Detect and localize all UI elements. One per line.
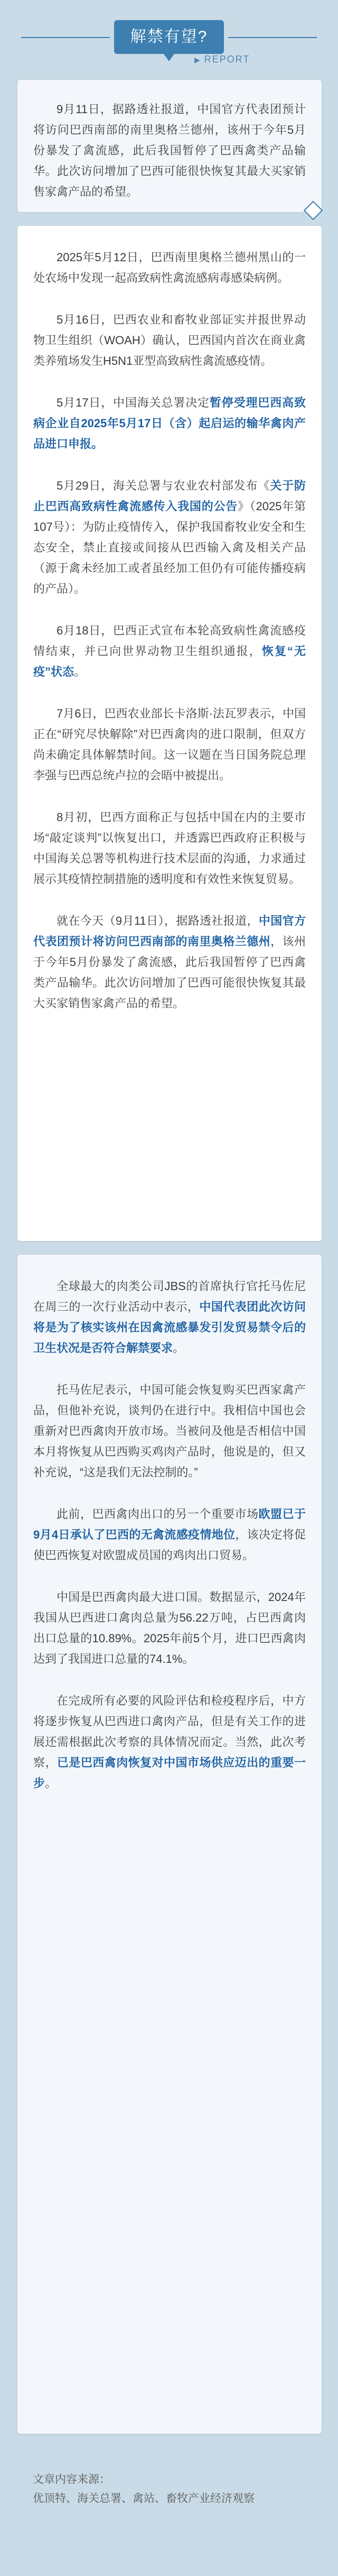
paragraph-text: 5月29日，海关总署与农业农村部发布《 [57, 479, 270, 492]
highlighted-text: 欧盟已于9月4日承认了巴西的无禽流感疫情地位 [33, 1507, 306, 1541]
paragraph-text: 2025年5月12日，巴西南里奥格兰德州黑山的一处农场中发现一起高致病性禽流感病毒感染病例。 [33, 251, 306, 284]
paragraph [17, 99, 322, 202]
paragraph [17, 807, 322, 889]
section-subtitle-text: REPORT [204, 54, 250, 65]
timeline-card [17, 225, 322, 1241]
card-body [17, 80, 322, 202]
highlighted-text: 中国官方代表团预计将访问巴西南部的南里奥格兰德州 [33, 914, 306, 948]
paragraph-text: 8月初，巴西方面称正与包括中国在内的主要市场“敲定谈判”以恢复出口，并透露巴西政府正积极与中国海关总署等机构进行技术层面的沟通，力求通过展示其疫情控制措施的透明度和有效性来恢复贸易。 [33, 811, 306, 886]
highlighted-text: 中国代表团此次访问将是为了核实该州在因禽流感暴发引发贸易禁令后的卫生状况是否符合解禁要求 [33, 1300, 306, 1355]
header-line-right [228, 37, 317, 38]
source-note [17, 2470, 321, 2508]
source-text: 文章内容来源： 优顶特、海关总署、禽站、畜牧产业经济观察 [33, 2473, 255, 2505]
highlighted-text: 已是巴西禽肉恢复对中国市场供应迈出的重要一步 [33, 1756, 306, 1790]
paragraph-text: 托马佐尼表示，中国可能会恢复购买巴西家禽产品，但他补充说，谈判仍在进行中。我相信中国也会重新对巴西禽肉开放市场。当被问及他是否相信中国本月将恢复从巴西购买鸡肉产品时，他说是的，但又补充说，“这是我们无法控制的。” [33, 1383, 306, 1479]
intro-card [17, 79, 322, 213]
paragraph-text: ，该决定将促使巴西恢复对欧盟成员国的鸡肉出口贸易。 [33, 1528, 306, 1562]
paragraph-text: 在完成所有必要的风险评估和检疫程序后，中方将逐步恢复从巴西进口禽肉产品，但是有关工作的进展还需根据此次考察的具体情况而定。当然，此次考察， [33, 1694, 306, 1769]
paragraph-text: 。 [74, 665, 86, 678]
paragraph [17, 475, 322, 599]
paragraph-text: 。 [173, 1341, 185, 1355]
play-arrow-icon: ▶ [194, 56, 201, 64]
paragraph [17, 1690, 322, 1793]
highlighted-text: 恢复“无疫”状态 [33, 645, 306, 678]
section-title-tag: 解禁有望? [114, 20, 224, 54]
paragraph [17, 703, 322, 786]
paragraph [17, 309, 322, 371]
paragraph-text: 5月17日，中国海关总署决定 [57, 396, 210, 409]
paragraph-text: 全球最大的肉类公司JBS的首席执行官托马佐尼在周三的一次行业活动中表示， [33, 1280, 306, 1313]
section-subtitle [194, 54, 250, 65]
paragraph-text: ，该州于今年5月份暴发了禽流感，此后我国暂停了巴西禽类产品输华。此次访问增加了巴西可能很快恢复其最大买家销售家禽产品的希望。 [33, 935, 306, 1010]
paragraph [17, 1587, 322, 1669]
section-header [0, 0, 338, 79]
paragraph [17, 620, 322, 682]
analysis-card [17, 1254, 322, 2434]
paragraph-text: 此前，巴西禽肉出口的另一个重要市场 [57, 1507, 259, 1521]
card-body [17, 226, 322, 1014]
paragraph-text: 中国是巴西禽肉最大进口国。数据显示，2024年我国从巴西进口禽肉总量为56.22万吨，占巴西禽肉出口总量的10.89%。2025年前5个月，进口巴西禽肉达到了我国进口总量的74.1%。 [33, 1590, 306, 1666]
paragraph [17, 392, 322, 454]
paragraph [17, 1379, 322, 1483]
paragraph [17, 247, 322, 288]
paragraph-text: 》（2025年第107号）：为防止疫情传入，保护我国畜牧业安全和生态安全，禁止直接或间接从巴西输入禽及相关产品（源于禽未经加工或者虽经加工但仍有可能传播疫病的产品）。 [33, 500, 306, 595]
paragraph-text: 5月16日，巴西农业和畜牧业部证实并报世界动物卫生组织（WOAH）确认，巴西国内首次在商业禽类养殖场发生H5N1亚型高致病性禽流感疫情。 [33, 313, 306, 367]
header-line-left [21, 37, 110, 38]
paragraph-text: 就在今天（9月11日），据路透社报道， [57, 914, 259, 927]
paragraph-text: 9月11日，据路透社报道，中国官方代表团预计将访问巴西南部的南里奥格兰德州，该州于今年5月份暴发了禽流感，此后我国暂停了巴西禽类产品输华。此次访问增加了巴西可能很快恢复其最大买家销售家禽产品的希望。 [33, 103, 306, 198]
card-body [17, 1255, 322, 1793]
paragraph [17, 1276, 322, 1358]
paragraph-text: 6月18日，巴西正式宣布本轮高致病性禽流感疫情结束，并已向世界动物卫生组织通报， [33, 624, 306, 658]
paragraph-text: 。 [45, 1777, 57, 1790]
highlighted-text: 暂停受理巴西高致病企业自2025年5月17日（含）起启运的输华禽肉产品进口申报。 [33, 396, 306, 450]
highlighted-text: 关于防止巴西高致病性禽流感传入我国的公告 [33, 479, 306, 513]
paragraph [17, 910, 322, 1014]
paragraph [17, 1504, 322, 1566]
paragraph-text: 7月6日，巴西农业部长卡洛斯·法瓦罗表示，中国正在“研究尽快解除”对巴西禽肉的进口限制，但双方尚未确定具体解禁时间。这一议题在当日国务院总理李强与巴西总统卢拉的会晤中被提出。 [33, 707, 306, 782]
